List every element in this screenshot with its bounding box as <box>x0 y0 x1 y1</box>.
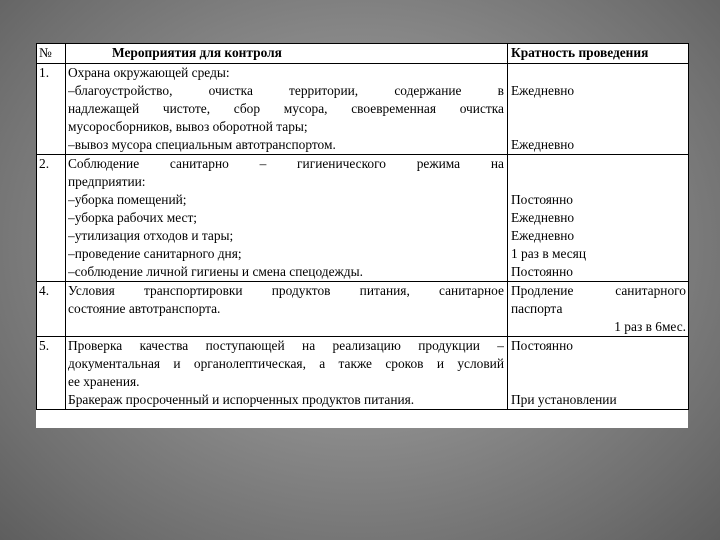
activity-line: Охрана окружающей среды: <box>68 65 230 80</box>
activity-line: –утилизация отходов и тары; <box>68 228 234 243</box>
table-row <box>37 337 689 410</box>
frequency-cell <box>508 64 689 155</box>
frequency-line: Ежедневно <box>511 228 575 243</box>
activity-line: –благоустройство, очистка территории, содержание в <box>68 83 504 98</box>
activity-line: Проверка качества поступающей на реализацию продукции – <box>68 338 504 353</box>
frequency-line: Постоянно <box>511 264 573 279</box>
frequency-cell <box>508 282 689 337</box>
frequency-line <box>511 173 686 191</box>
frequency-line <box>511 373 686 391</box>
table-header-row <box>37 44 689 64</box>
activity-line: Условия транспортировки продуктов питания, санитарное <box>68 283 504 298</box>
activity-line: –уборка рабочих мест; <box>68 210 198 225</box>
frequency-line: 1 раз в месяц <box>511 246 587 261</box>
frequency-line: 1 раз в 6мес. <box>614 319 686 334</box>
frequency-line: Продление санитарного <box>511 283 686 298</box>
row-number: 5. <box>37 337 66 410</box>
frequency-line: Ежедневно <box>511 83 575 98</box>
activity-cell <box>66 337 508 410</box>
activity-line: Соблюдение санитарно – гигиенического режима на <box>68 156 504 171</box>
frequency-line <box>511 100 686 118</box>
activity-line: состояние автотранспорта. <box>68 301 221 316</box>
activity-cell <box>66 155 508 282</box>
activity-line: –вывоз мусора специальным автотранспортом. <box>68 137 336 152</box>
activity-cell <box>66 64 508 155</box>
frequency-line <box>511 155 686 173</box>
frequency-line: паспорта <box>511 301 563 316</box>
row-number: 1. <box>37 64 66 155</box>
activity-line: предприятии: <box>68 174 146 189</box>
activity-line: –проведение санитарного дня; <box>68 246 242 261</box>
header-num: № <box>37 44 66 64</box>
header-frequency: Кратность проведения <box>508 44 689 64</box>
table-row <box>37 155 689 282</box>
activity-line: –уборка помещений; <box>68 192 187 207</box>
header-activity: Мероприятия для контроля <box>66 44 508 64</box>
activity-line: ее хранения. <box>68 374 140 389</box>
activity-line: –соблюдение личной гигиены и смена спецодежды. <box>68 264 363 279</box>
frequency-line <box>511 64 686 82</box>
table-row <box>37 282 689 337</box>
activity-line: документальная и органолептическая, а также сроков и условий <box>68 356 504 371</box>
frequency-line: Ежедневно <box>511 210 575 225</box>
control-measures-table <box>36 43 689 410</box>
table-row <box>37 64 689 155</box>
frequency-cell <box>508 155 689 282</box>
frequency-line: Ежедневно <box>511 137 575 152</box>
frequency-line: При установлении <box>511 392 617 407</box>
row-number: 4. <box>37 282 66 337</box>
frequency-line: Постоянно <box>511 338 573 353</box>
row-number: 2. <box>37 155 66 282</box>
activity-cell <box>66 282 508 337</box>
frequency-cell <box>508 337 689 410</box>
frequency-line <box>511 355 686 373</box>
slide-content-sheet <box>36 43 688 428</box>
frequency-line: Постоянно <box>511 192 573 207</box>
frequency-line <box>511 118 686 136</box>
activity-line: мусоросборников, вывоз оборотной тары; <box>68 119 308 134</box>
activity-line: надлежащей чистоте, сбор мусора, своевременная очистка <box>68 101 504 116</box>
activity-line: Бракераж просроченный и испорченных продуктов питания. <box>68 392 415 407</box>
